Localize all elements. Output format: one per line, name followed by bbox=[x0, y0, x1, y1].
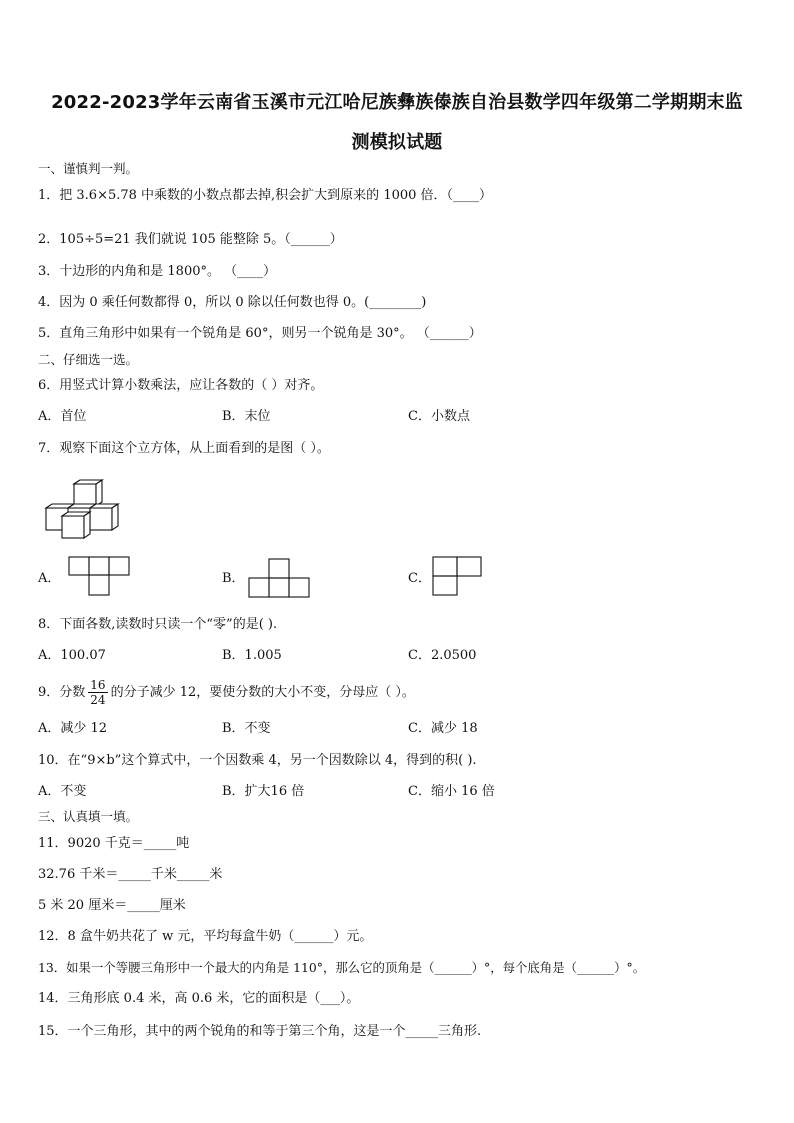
question-11-part-1: 11．9020 千克＝_____吨 bbox=[38, 836, 190, 851]
question-1: 1．把 3.6×5.78 中乘数的小数点都去掉,积会扩大到原来的 1000 倍．（____） bbox=[38, 188, 493, 203]
q6-option-a: A．首位 bbox=[38, 409, 87, 424]
section-heading-judge: 一、谨慎判一判。 bbox=[38, 161, 139, 176]
page-title-line-2: 测模拟试题 bbox=[351, 132, 443, 153]
question-11-part-2: 32.76 千米＝_____千米_____米 bbox=[38, 867, 223, 882]
page-title-line-1: 2022-2023学年云南省玉溪市元江哈尼族彝族傣族自治县数学四年级第二学期期末监 bbox=[51, 92, 743, 113]
q8-option-c: C．2.0500 bbox=[408, 648, 477, 663]
question-8: 8．下面各数,读数时只读一个“零”的是( ). bbox=[38, 617, 278, 632]
question-11-part-3: 5 米 20 厘米＝_____厘米 bbox=[38, 898, 186, 913]
q10-option-b: B．扩大16 倍 bbox=[222, 784, 305, 799]
q7-option-c-label: C． bbox=[408, 571, 431, 586]
question-7: 7．观察下面这个立方体，从上面看到的是图（ ）。 bbox=[38, 441, 330, 456]
cube-stack-figure bbox=[44, 478, 124, 540]
question-5: 5．直角三角形中如果有一个锐角是 60°，则另一个锐角是 30°。 （______） bbox=[38, 326, 482, 341]
q8-option-b: B．1.005 bbox=[222, 648, 282, 663]
q6-option-c: C．小数点 bbox=[408, 409, 470, 424]
q9-suffix: 的分子减少 12，要使分数的大小不变，分母应（ ）。 bbox=[110, 685, 415, 700]
q7-option-a-label: A． bbox=[38, 571, 61, 586]
fraction-numerator: 16 bbox=[90, 678, 106, 692]
q7-option-b-label: B． bbox=[222, 571, 245, 586]
q10-option-c: C．缩小 16 倍 bbox=[408, 784, 495, 799]
q9-option-b: B．不变 bbox=[222, 721, 271, 736]
question-4: 4．因为 0 乘任何数都得 0，所以 0 除以任何数也得 0。(________) bbox=[38, 295, 427, 310]
question-13: 13．如果一个等腰三角形中一个最大的内角是 110°，那么它的顶角是（______）°，每个底角是（______）°。 bbox=[38, 960, 646, 975]
q8-option-a: A．100.07 bbox=[38, 648, 106, 663]
q7-option-a-figure bbox=[68, 556, 130, 596]
q10-option-a: A．不变 bbox=[38, 784, 87, 799]
q7-option-b-figure bbox=[248, 558, 310, 598]
question-6: 6．用竖式计算小数乘法，应让各数的（ ）对齐。 bbox=[38, 378, 324, 393]
q9-prefix: 9．分数 bbox=[38, 685, 86, 700]
fraction-denominator: 24 bbox=[90, 693, 106, 707]
question-9 bbox=[38, 678, 415, 708]
question-14: 14．三角形底 0.4 米，高 0.6 米，它的面积是（___）。 bbox=[38, 991, 360, 1006]
fraction-16-24 bbox=[88, 678, 107, 707]
question-15: 15．一个三角形，其中的两个锐角的和等于第三个角，这是一个_____三角形. bbox=[38, 1024, 482, 1039]
section-heading-fill: 三、认真填一填。 bbox=[38, 809, 139, 824]
question-12: 12．8 盒牛奶共花了 w 元，平均每盒牛奶（______）元。 bbox=[38, 929, 373, 944]
q7-option-c-figure bbox=[432, 556, 482, 596]
q9-option-a: A．减少 12 bbox=[38, 721, 108, 736]
q6-option-b: B．末位 bbox=[222, 409, 271, 424]
question-10: 10．在“9×b”这个算式中，一个因数乘 4，另一个因数除以 4，得到的积( ). bbox=[38, 753, 477, 768]
section-heading-choose: 二、仔细选一选。 bbox=[38, 352, 139, 367]
question-3: 3．十边形的内角和是 1800°。 （____） bbox=[38, 264, 277, 279]
q9-option-c: C．减少 18 bbox=[408, 721, 478, 736]
question-2: 2．105÷5=21 我们就说 105 能整除 5。（______） bbox=[38, 232, 343, 247]
